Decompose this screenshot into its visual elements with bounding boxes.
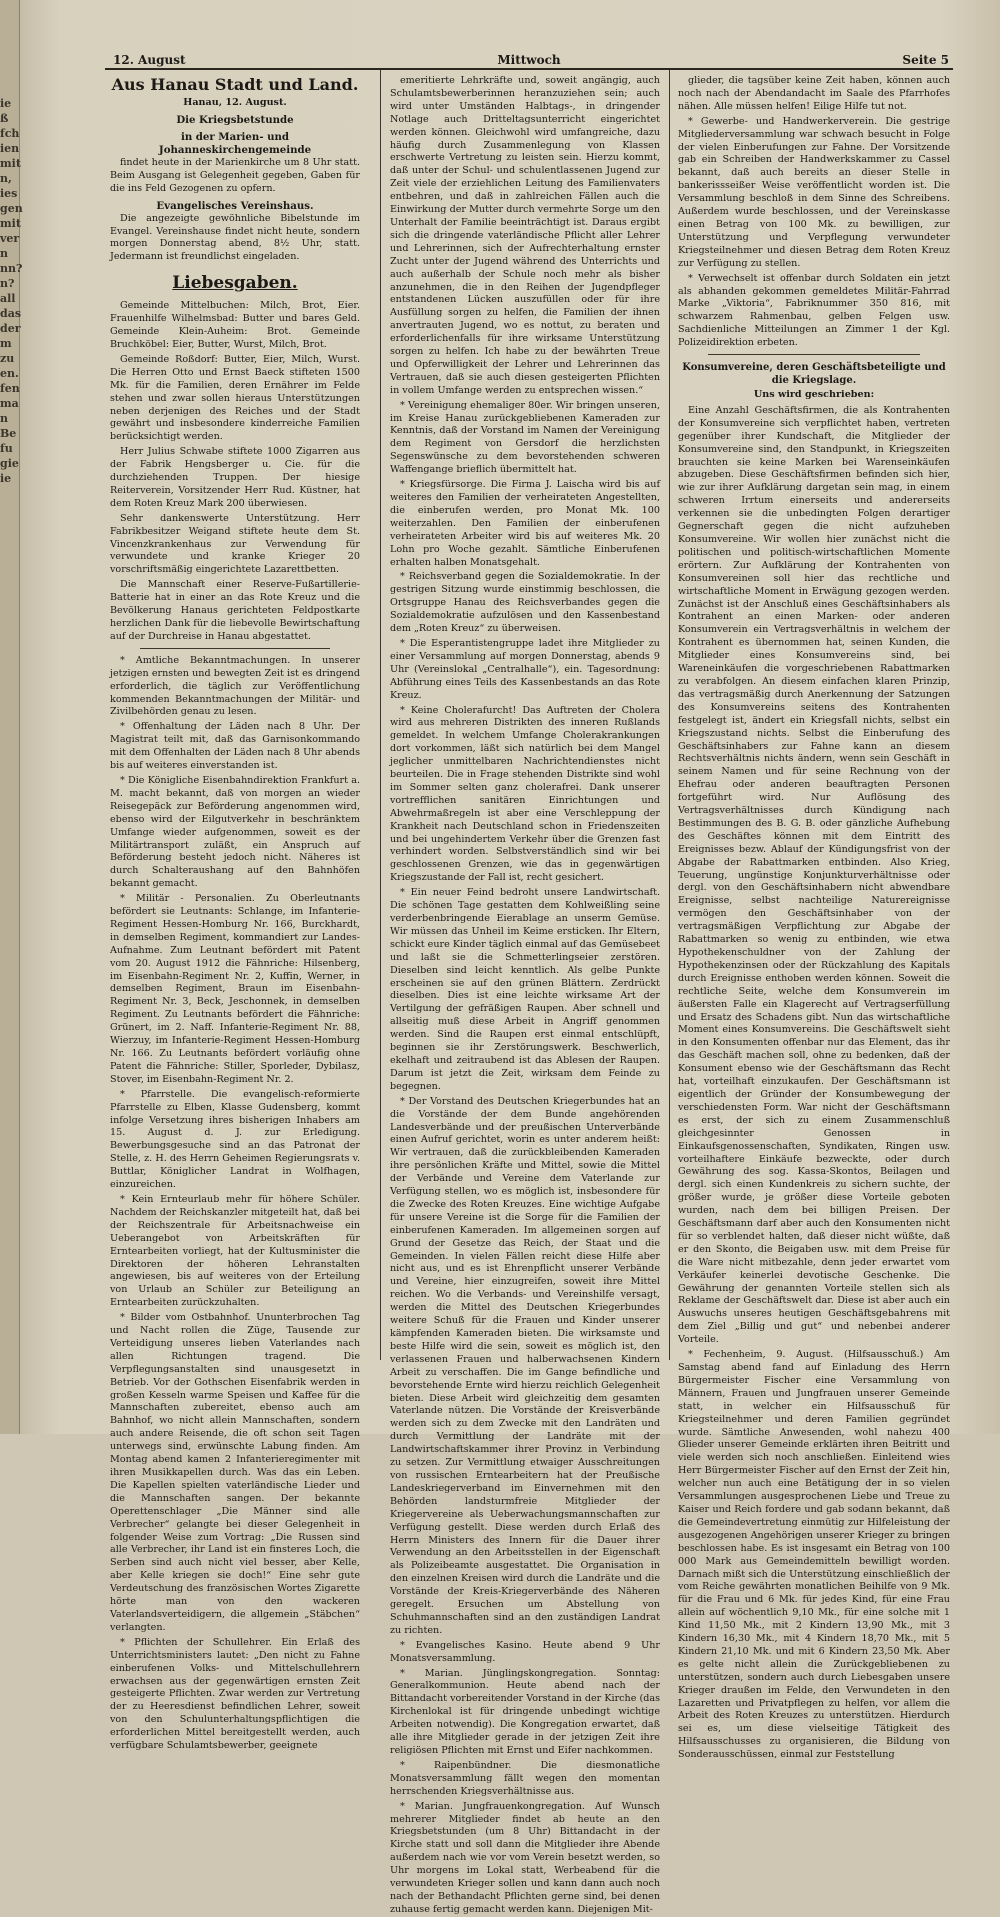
margin-fragment: ie: [0, 97, 12, 110]
article-text: * Gewerbe- und Handwerkerverein. Die gestrige Mitgliederversammlung war schwach besucht in Folge der vielen Einberufungen zur Fahne. Der Vorsitzende gab ein Schreiben der Handwerkskammer zu Cassel bekannt, daß auch bereits an dieser Stelle in bankerissseißer Weise veröffentlicht worden ist. Die Versammlung beschloß in dem Sinne des Schreibens. Außerdem wurde beschlossen, und der Vereinskasse einen Betrag von 100 Mk. zu bewilligen, zur Unterstützung und Verpflegung verwundeter Kriegsteilnehmer und diesen Betrag dem Roten Kreuz zur Verfügung zu stellen.: [678, 115, 950, 269]
article-text: * Vereinigung ehemaliger 80er. Wir bringen unseren, im Kreise Hanau zurückgebliebenen Kameraden zur Kenntnis, daß der Vorstand im Namen der Vereinigung dem Regiment von Gersdorf die herzlichsten Segenswünsche zu dem bevorstehenden schweren Waffengange brieflich übermittelt hat.: [390, 399, 660, 476]
header-weekday: Mittwoch: [497, 53, 561, 67]
column-3: [678, 75, 950, 1761]
article-text: * Verwechselt ist offenbar durch Soldaten ein jetzt als abhanden gekommen gemeldetes Militär-Fahrrad Marke „Viktoria“, Fabriknummer 350 816, mit schwarzem Rahmenbau, gelben Felgen usw. Sachdienliche Mitteilungen an Zimmer 1 der Kgl. Polizeidirektion erbeten.: [678, 272, 950, 349]
margin-fragment: fen: [0, 382, 20, 395]
margin-fragment: n: [0, 412, 8, 425]
margin-fragment: mit: [0, 157, 21, 170]
separator: [140, 648, 330, 649]
margin-fragment: mit: [0, 217, 21, 230]
header-page-number: Seite 5: [902, 53, 949, 67]
margin-fragment: ie: [0, 472, 12, 485]
article-text: Die Mannschaft einer Reserve-Fußartillerie-Batterie hat in einer an das Rote Kreuz und die Bevölkerung Hanaus gerichteten Feldpostkarte herzlichen Dank für die liebevolle Bewirtschaftung auf der Durchreise in Hanau abgestattet.: [110, 579, 360, 642]
article-text: Gemeinde Mittelbuchen: Milch, Brot, Eier. Frauenhilfe Wilhelmsbad: Butter und bares Geld. Gemeinde Klein-Auheim: Brot. Gemeinde Bruchköbel: Eier, Butter, Wurst, Milch, Brot.: [110, 300, 360, 350]
article-text: findet heute in der Marienkirche um 8 Uhr statt. Beim Ausgang ist Gelegenheit gegeben, Gaben für die ins Feld Gezogenen zu opfern.: [110, 156, 360, 194]
margin-fragment: ies: [0, 187, 18, 200]
margin-fragment: ß: [0, 112, 9, 125]
dateline: Hanau, 12. August.: [183, 97, 287, 108]
article-text: emeritierte Lehrkräfte und, soweit angängig, auch Schulamtsbewerberinnen heranzuziehen sein; auch wird unter Umständen Halbtags-, in dringender Notlage auch Dritteltagsunterricht eingerichtet werden können. Gleichwohl wird umfangreiche, dazu häufig durch Zusammenlegung von Klassen erschwerte Vertretung zu leisten sein. Hierzu kommt, daß unter der Schul- und schulentlassenen Jugend zur Zeit viele der erziehlichen Leitung des Familienvaters entbehren, und daß in zahlreichen Fällen auch die Einwirkung der Mutter durch vermehrte Sorge um den Unterhalt der Familie beeinträchtigt ist. Daraus ergibt sich die dringende vaterländische Pflicht aller Lehrer und Lehrerinnen, sich der Aufrechterhaltung ernster Zucht unter der Jugend während des Unterrichts und auch außerhalb der Schule noch mehr als bisher anzunehmen, die in den Reihen der Jugendpfleger entstandenen Lücken auszufüllen oder für ihre Ausfüllung sorgen zu helfen, die Familien der ihnen anvertrauten Jugend, wo es nottut, zu beraten und erforderlichenfalls für ihre wirksame Unterstützung sorgen zu helfen. Ich habe zu der bewährten Treue und Opferwilligkeit der Lehrer und Lehrerinnen das Vertrauen, daß sie auch diesen gesteigerten Pflichten in vollem Umfange werden zu entsprechen wissen.“: [390, 75, 660, 396]
page-header: [105, 52, 953, 70]
article-text: Die angezeigte gewöhnliche Bibelstunde im Evangel. Vereinshause findet nicht heute, sondern morgen Donnerstag abend, 8½ Uhr, statt. Jedermann ist freundlichst eingeladen.: [110, 212, 360, 263]
margin-fragment: der: [0, 322, 21, 335]
article-text: * Offenhaltung der Läden nach 8 Uhr. Der Magistrat teilt mit, daß das Garnisonkommando mit dem Offenhalten der Läden nach 8 Uhr abends bis auf weiteres einverstanden ist.: [110, 721, 360, 772]
margin-fragment: ien: [0, 142, 20, 155]
column-2: [390, 75, 660, 1915]
previous-page-margin: [0, 0, 23, 1434]
article-text: * Marian. Jünglingskongregation. Sonntag: Generalkommunion. Heute abend nach der Bittandacht vorbereitender Vorstand in der Kirche (das Kirchenlokal ist für dringende unbedingt wichtige Arbeiten notwendig). Die Kongregation erwartet, daß alle ihre Mitglieder gerade in der jetzigen Zeit ihre religiösen Pflichten mit Ernst und Eifer nachkommen.: [390, 1667, 660, 1756]
article-subheading: in der Marien- und Johanneskirchengemeinde: [158, 130, 312, 156]
article-text: * Ein neuer Feind bedroht unsere Landwirtschaft. Die schönen Tage gestatten dem Kohlweißling seine verderbenbringende Eierablage an unserm Gemüse. Wir müssen das Unheil im Keime ersticken. Ihr Eltern, schickt eure Kinder täglich einmal auf das Gemüsebeet und laßt sie die Schmetterlingseier zerstören. Dieselben sind leicht kenntlich. Als gelbe Punkte erscheinen sie auf den grünen Blättern. Zerdrückt dieselben. Dies ist eine leichte wirksame Art der Vertilgung der gefräßigen Raupen. Aber schnell und allseitig muß diese Arbeit in Angriff genommen werden. Sind die Raupen erst einmal entschlüpft, beginnen sie ihr Zerstörungswerk. Beschwerlich, ekelhaft und zeitraubend ist das Ablesen der Raupen. Darum ist jetzt die Zeit, wirksam dem Feinde zu begegnen.: [390, 887, 660, 1092]
margin-fragment: n,: [0, 172, 12, 185]
margin-fragment: gen: [0, 202, 23, 215]
article-text: * Bilder vom Ostbahnhof. Ununterbrochen Tag und Nacht rollen die Züge, Tausende zur Verteidigung unseres lieben Vaterlandes nach allen Richtungen tragend. Die Verpflegungsanstalten sind unausgesetzt in Betrieb. Vor der Gothschen Eisenfabrik werden in großen Kesseln warme Speisen und Kaffee für die Mannschaften zubereitet, ebenso auch am Bahnhof, wo nicht allein Mannschaften, sondern auch andere Reisende, die oft schon seit Tagen unterwegs sind, erwünschte Labung finden. Am Montag abend kamen 2 Infanterieregimenter mit ihren Musikkapellen durch. Was das ein Leben. Die Kapellen spielten vaterländische Lieder und die Mannschaften sangen. Der bekannte Operettenschlager „Die Männer sind alle Verbrecher“ gelangte bei dieser Gelegenheit in folgender Weise zum Vortrag: „Die Russen sind alle Verbrecher, ihr Land ist ein finsteres Loch, die Serben sind auch nicht viel besser, aber Kelle, aber Kelle kriegen sie doch!“ Eine sehr gute Verdeutschung des französischen Wortes Zigarette hörte man von den wackeren Vaterlandsverteidigern, die allgemein „Stäbchen“ verlangten.: [110, 1312, 360, 1633]
liebesgaben-heading: Liebesgaben.: [172, 273, 298, 294]
margin-fragment: gie: [0, 457, 19, 470]
article-text: * Keine Cholerafurcht! Das Auftreten der Cholera wird aus mehreren Distrikten des inneren Rußlands gemeldet. In welchem Umfange Cholerakrankungen dort vorkommen, läßt sich natürlich bei dem Mangel jeglicher unmittelbaren Nachrichtendienstes nicht beurteilen. Die in Frage stehenden Distrikte sind wohl im Sommer selten ganz cholerafrei. Dank unserer vortrefflichen sanitären Einrichtungen und Abwehrmaßregeln ist aber eine Verschleppung der Krankheit nach Deutschland schon in Friedenszeiten und bei ungehindertem Verkehr über die Grenzen fast verhindert worden. Selbstverständlich sind wir bei geschlossenen Grenzen, wie das in gegenwärtigen Kriegszustande der Fall ist, recht gesichert.: [390, 704, 660, 884]
article-intro: Uns wird geschrieben:: [753, 389, 875, 401]
column-rule: [380, 70, 381, 1360]
article-text: * Die Esperantistengruppe ladet ihre Mitglieder zu einer Versammlung auf morgen Donnerstag, abends 9 Uhr (Vereinslokal „Centralhalle“), ein. Tagesordnung: Abführung eines Teils des Kassenbestands an das Rote Kreuz.: [390, 637, 660, 701]
margin-fragment: ma: [0, 397, 19, 410]
article-text: * Die Königliche Eisenbahndirektion Frankfurt a. M. macht bekannt, daß von morgen an wieder Reisegepäck zur Beförderung angenommen wird, ebenso wird der Eilgutverkehr in beschränktem Umfange wieder aufgenommen, soweit es der Militärtransport zuläßt, ein Anspruch auf Beförderung besteht jedoch nicht. Näheres ist durch Schalteraushang auf den Bahnhöfen bekannt gemacht.: [110, 774, 360, 890]
margin-fragment: das: [0, 307, 22, 320]
article-text: * Marian. Jungfrauenkongregation. Auf Wunsch mehrerer Mitglieder findet ab heute an den Kriegsbetstunden (um 8 Uhr) Bittandacht in der Kirche statt und soll dann die Mitglieder ihre Abende außerdem nach wie vor vom Verein besetzt werden, so Uhr morgens im Lokal statt, Werbeabend für die verwundeten Krieger sollen und kann dann auch noch nach der Bethandacht Pflichten gerne sind, bei denen zuhause fertig gemacht werden kann. Diejenigen Mit-: [390, 1800, 660, 1915]
margin-fragment: ver: [0, 232, 20, 245]
margin-fragment: n: [0, 247, 8, 260]
article-text: Eine Anzahl Geschäftsfirmen, die als Kontrahenten der Konsumvereine sich verpflichtet haben, vertreten gegenüber ihrer Kundschaft, die Mitglieder der Konsumvereine sind, den Standpunkt, in Kriegszeiten brauchten sie keine Marken bei Warenseinkäufen abzugeben. Diese Geschäftsfirmen befinden sich hier, wie zur ihrer Aufklärung dargetan sein mag, in einem schweren Irrtum einerseits und andererseits verkennen sie die unbedingten Folgen derartiger Gegnerschaft gegen die nicht aufzuheben Konsumvereine. Wir wollen hier zunächst nicht die politischen und politisch-wirtschaftlichen Momente erörtern. Zur Aufklärung der Kontrahenten von Konsumvereinen soll hier das rechtliche und wirtschaftliche Moment in Erwägung gezogen werden. Zunächst ist der Anschluß eines Geschäftsinhabers als Kontrahent an einen Marken- oder anderen Konsumverein ein Vertragsverhältnis in welchem der Kontrahent es übernommen hat, seinen Kunden, die Mitglieder eines Konsumvereins sind, bei Wareneinkäufen die vorgeschriebenen Rabattmarken zu verabfolgen. An diesem einfachen klaren Prinzip, das vertragsmäßig durch Anerkennung der Satzungen des Konsumvereins seitens des Kontrahenten festgelegt ist, ändert ein Kriegsfall nichts, selbst ein Kriegszustand nichts. Selbst die Einberufung des Geschäftsinhabers zur Fahne kann an diesem Rechtsverhältnis nichts ändern, wenn sein Geschäft in seinem Namen und für seine Rechnung von der Ehefrau oder anderen beauftragten Personen fortgeführt wird. Nur Auflösung des Vertragsverhältnisses durch Kündigung nach Bestimmungen des B. G. B. oder gänzliche Aufhebung des Geschäftes können mit dem Eintritt des Ereignisses bezw. Ablauf der Kündigungsfrist von der Abgabe der Rabattmarken entbinden. Also Krieg, Teuerung, ungünstige Konjunkturverhältnisse oder dergl. von den Geschäftsinhabern nicht abwendbare Ereignisse, selbst nachteilige Naturereignisse vermögen den Geschäftsinhaber von der vertragsmäßigen Verpflichtung zur Abgabe der Rabattmarken so wenig zu entbinden, wie etwa Hypothekenschuldner von der Zahlung der Hypothekenzinsen oder der Rückzahlung des Kapitals durch Ereignisse enthoben werden können. Soweit die rechtliche Seite, welche dem Konsumverein im äußersten Falle ein Klagerecht auf Vertragserfüllung und Ersatz des Schadens gibt. Nun das wirtschaftliche Moment eines Konsumvereins. Die Geschäftswelt sieht in den Konsumenten offenbar nur das Element, das ihr das Geschäft machen soll, ohne zu bedenken, daß der Konsument ebenso wie der Geschäftsmann das Recht hat, vorteilhaft einzukaufen. Der Geschäftsmann ist eigentlich der Gründer der Konsumbewegung der verschiedensten Form. War nicht der Geschäftsmann es erst, der sich zu einem Zusammenschluß gleichgesinnter Genossen in Einkaufsgenossenschaften, Syndikaten, Ringen usw. vorteilhaftere Einkäufe bezweckte, oder durch Gewährung des sog. Kassa-Skontos, Beilagen und dergl. sich einen Kundenkreis zu sichern suchte, der größer wurde, je größer diese Vorteile geboten wurden, nach dem bei billigen Preisen. Der Geschäftsmann darf aber auch den Konsumenten nicht für so verblendet halten, daß dieser nicht wüßte, daß er den Skonto, die Beigaben usw. mit dem Preise für die Ware nicht mitbezahle, denn jeder erwartet vom Verkäufer keinerlei devotische Geschenke. Die Gewährung der genannten Vorteile stellen sich als Reklame der Geschäftswelt dar. Diese ist aber auch ein Auswuchs unseres heutigen Geschäftsgebahrens mit dem Ziel „Billig und gut“ und nebenbei anderer Vorteile.: [678, 404, 950, 1346]
margin-fragment: m: [0, 337, 12, 350]
margin-fragment: zu: [0, 352, 15, 365]
article-text: * Fechenheim, 9. August. (Hilfsausschuß.) Am Samstag abend fand auf Einladung des Herrn Bürgermeister Fischer eine Versammlung von Männern, Frauen und Jungfrauen unserer Gemeinde statt, in welcher ein Hilfsausschuß für Kriegsteilnehmer und deren Familien gegründet wurde. Sämtliche Anwesenden, wohl nahezu 400 Glieder unserer Gemeinde erklärten ihren Beitritt und viele werden sich noch anschließen. Einleitend wies Herr Bürgermeister Fischer auf den Ernst der Zeit hin, welcher nun auch eine Betätigung der in so vielen Versammlungen ausgesprochenen Liebe und Treue zu Kaiser und Reich fordere und gab sodann bekannt, daß die Gemeindevertretung einmütig zur Hilfeleistung der ausgezogenen Angehörigen unserer Krieger zu bringen beschlossen habe. Es ist insgesamt ein Betrag von 100 000 Mark aus Gemeindemitteln bewilligt worden. Darnach mißt sich die Unterstützung einschließlich der vom Reiche gewährten monatlichen Beihilfe von 9 Mk. für die Frau und 6 Mk. für jedes Kind, für eine Frau allein auf wöchentlich 9,10 Mk., für eine solche mit 1 Kind 11,50 Mk., mit 2 Kindern 13,90 Mk., mit 3 Kindern 16,30 Mk., mit 4 Kindern 18,70 Mk., mit 5 Kindern 21,10 Mk. und mit 6 Kindern 23,50 Mk. Aber es gelte nicht allein die Zurückgebliebenen zu unterstützen, sondern auch durch Liebesgaben unsere Krieger draußen im Felde, den Verwundeten in den Lazaretten und Privatpflegen zu helfen, vor allem die Arbeit des Roten Kreuzes zu unterstützen. Hierdurch sei es, um diese vielseitige Tätigkeit des Hilfsausschusses zu organisieren, die Bildung von Sonderausschüssen, einmal zur Feststellung: [678, 1349, 950, 1761]
article-text: * Militär - Personalien. Zu Oberleutnants befördert sie Leutnants: Schlange, im Infanterie-Regiment Hessen-Homburg Nr. 166, Burckhardt, in demselben Regiment, kommandiert zur Landes-Aufnahme. Zum Leutnant befördert mit Patent vom 20. August 1912 die Fähnriche: Hilsenberg, im Eisenbahn-Regiment Nr. 2, Kuffin, Werner, in demselben Regiment, Braun im Eisenbahn-Regiment Nr. 3, Beck, Jeschonnek, in demselben Regiment. Zu Leutnants befördert die Fähnriche: Grünert, im 2. Naff. Infanterie-Regiment Nr. 88, Wierzuy, im Infanterie-Regiment Hessen-Homburg Nr. 166. Zu Leutnants befördert vorläufig ohne Patent die Fähnriche: Stiller, Sporleder, Dybilasz, Stover, im Eisenbahn-Regiment Nr. 2.: [110, 893, 360, 1085]
margin-fragment: fu: [0, 442, 13, 455]
article-text: * Kein Ernteurlaub mehr für höhere Schüler. Nachdem der Reichskanzler mitgeteilt hat, daß bei der Reichszentrale für Arbeitsnachweise ein Ueberangebot von Arbeitskräften für Erntearbeiten vorliegt, hat der Kultusminister die Direktoren der höheren Lehranstalten angewiesen, bis auf weiteres von der Erteilung von Urlaub an Schüler zur Beteiligung an Erntearbeiten zurückzuhalten.: [110, 1193, 360, 1309]
margin-fragment: en.: [0, 367, 19, 380]
article-heading: Die Kriegsbetstunde: [176, 113, 294, 126]
margin-fragment: n?: [0, 277, 15, 290]
article-text: * Pfarrstelle. Die evangelisch-reformierte Pfarrstelle zu Elben, Klasse Gudensberg, kommt infolge Versetzung ihres bisherigen Inhabers am 15. August d. J. zur Erledigung. Bewerbungsgesuche sind an das Patronat der Stelle, z. H. des Herrn Geheimen Regierungsrats v. Buttlar, Königlicher Landrat in Wolfhagen, einzureichen.: [110, 1088, 360, 1191]
article-text: glieder, die tagsüber keine Zeit haben, können auch noch nach der Abendandacht im Saale des Pfarrhofes nähen. Alle müssen helfen! Eilige Hilfe tut not.: [678, 75, 950, 112]
article-heading: Konsumvereine, deren Geschäftsbeteiligte und die Kriegslage.: [682, 362, 946, 387]
article-text: * Raipenbündner. Die diesmonatliche Monatsversammlung fällt wegen den momentan herrschenden Kriegsverhältnisse aus.: [390, 1759, 660, 1797]
header-date: 12. August: [113, 53, 186, 67]
article-text: * Der Vorstand des Deutschen Kriegerbundes hat an die Vorstände der dem Bunde angehörenden Landesverbände und der preußischen Unterverbände einen Aufruf gerichtet, worin es unter anderem heißt: Wir vertrauen, daß die zurückbleibenden Kameraden ihre persönlichen Kräfte und Mittel, sowie die Mittel der Verbände und Vereine dem Vaterlande zur Verfügung stellen, wo es möglich ist, insbesondere für die Zwecke des Roten Kreuzes. Eine wichtige Aufgabe für unsere Vereine ist die Sorge für die Familien der einberufenen Kameraden. Im allgemeinen sorgen auf Grund der Gesetze das Reich, der Staat und die Gemeinden. In vielen Fällen reicht diese Hilfe aber nicht aus, und es ist Ehrenpflicht unserer Verbände und Vereine, hier einzugreifen, soweit ihre Mittel reichen. Wo die Verbands- und Vereinshilfe versagt, werden die Mittel des Deutschen Kriegerbundes weitere Schuß für die Frauen und Kinder unserer kämpfenden Kameraden bieten. Die wirksamste und beste Hilfe wird die sein, soweit es möglich ist, den verlassenen Frauen und halberwachsenen Kindern Arbeit zu verschaffen. Die im Gange befindliche und bevorstehende Ernte wird hierzu reichlich Gelegenheit bieten. Diese Arbeit wird gleichzeitig dem gesamten Vaterlande nützen. Die Vorstände der Kreisverbände werden sich zu dem Zwecke mit den Landräten und durch Vermittlung der Landräte mit der Landwirtschaftskammer ihrer Provinz in Verbindung zu setzen. Zur Vermittlung etwaiger Ausschreitungen von russischen Erntearbeitern hat der Preußische Landeskriegerverband im Einvernehmen mit den Behörden landsturmfreie Mitglieder der Kriegervereine als Ueberwachungsmannschaften zur Verfügung gestellt. Diese werden durch Erlaß des Herrn Ministers des Innern für die Dauer ihrer Verwendung an den Arbeitsstellen in der Eigenschaft als Polizeibeamte ausgestattet. Die Organisation in den einzelnen Kreisen wird durch die Landräte und die Vorstände der Kreis-Kriegerverbände des Näheren geregelt. Ersuchen um Abstellung von Schuhmannschaften sind an den zuständigen Landrat zu richten.: [390, 1095, 660, 1636]
margin-fragment: nn?: [0, 262, 23, 275]
article-text: Gemeinde Roßdorf: Butter, Eier, Milch, Wurst. Die Herren Otto und Ernst Baeck stifteten 1500 Mk. für die Familien, deren Ernährer im Felde stehen und zwar sollen hieraus Unterstützungen neben derjenigen des Reiches und der Stadt gewährt und insbesondere kinderreiche Familien berücksichtigt werden.: [110, 353, 360, 443]
article-heading: Evangelisches Vereinshaus.: [156, 199, 314, 212]
margin-fragment: fch: [0, 127, 20, 140]
article-text: * Pflichten der Schullehrer. Ein Erlaß des Unterrichtsministers lautet: „Den nicht zu Fahne einberufenen Volks- und Mittelschullehrern erwachsen aus der gegenwärtigen ernsten Zeit gesteigerte Pflichten. Zwar werden zur Vertretung der zu Heeresdienst befindlichen Lehrer, soweit von den Schulunterhaltungspflichtigen die erforderlichen Mittel bereitgestellt werden, auch verfügbare Schulamtsbewerber, geeignete: [110, 1636, 360, 1752]
article-text: Herr Julius Schwabe stiftete 1000 Zigarren aus der Fabrik Hengsberger u. Cie. für die durchziehenden Truppen. Der hiesige Reiterverein, Vorsitzender Herr Rud. Küstner, hat dem Roten Kreuz Mark 200 überwiesen.: [110, 446, 360, 509]
article-text: * Evangelisches Kasino. Heute abend 9 Uhr Monatsversammlung.: [390, 1639, 660, 1664]
margin-fragment: all: [0, 292, 16, 305]
column-1: [110, 75, 360, 1752]
article-text: * Reichsverband gegen die Sozialdemokratie. In der gestrigen Sitzung wurde einstimmig beschlossen, die Ortsgruppe Hanau des Reichsverbandes gegen die Sozialdemokratie aufzulösen und den Kassenbestand dem „Roten Kreuz“ zu überweisen.: [390, 571, 660, 635]
column-rule: [669, 70, 670, 1360]
section-title: Aus Hanau Stadt und Land.: [111, 75, 359, 94]
article-text: Sehr dankenswerte Unterstützung. Herr Fabrikbesitzer Weigand stiftete heute dem St. Vincenzkrankenhaus zur Verwendung für verwundete und kranke Krieger 20 vorschriftsmäßig eingerichtete Lazarettbetten.: [110, 512, 360, 576]
margin-fragment: Be: [0, 427, 17, 440]
separator: [708, 354, 920, 355]
article-text: * Kriegsfürsorge. Die Firma J. Laischa wird bis auf weiteres den Familien der verheirateten Angestellten, die einberufen werden, pro Monat Mk. 100 weiterzahlen. Den Familien der einberufenen verheirateten Arbeiter wird bis auf weiteres Mk. 20 Lohn pro Woche gezahlt. Sämtliche Einberufenen erhalten halben Monatsgehalt.: [390, 479, 660, 568]
article-text: * Amtliche Bekanntmachungen. In unserer jetzigen ernsten und bewegten Zeit ist es dringend erforderlich, die täglich zur Veröffentlichung kommenden Bekanntmachungen der Militär- und Zivilbehörden genau zu lesen.: [110, 654, 360, 718]
